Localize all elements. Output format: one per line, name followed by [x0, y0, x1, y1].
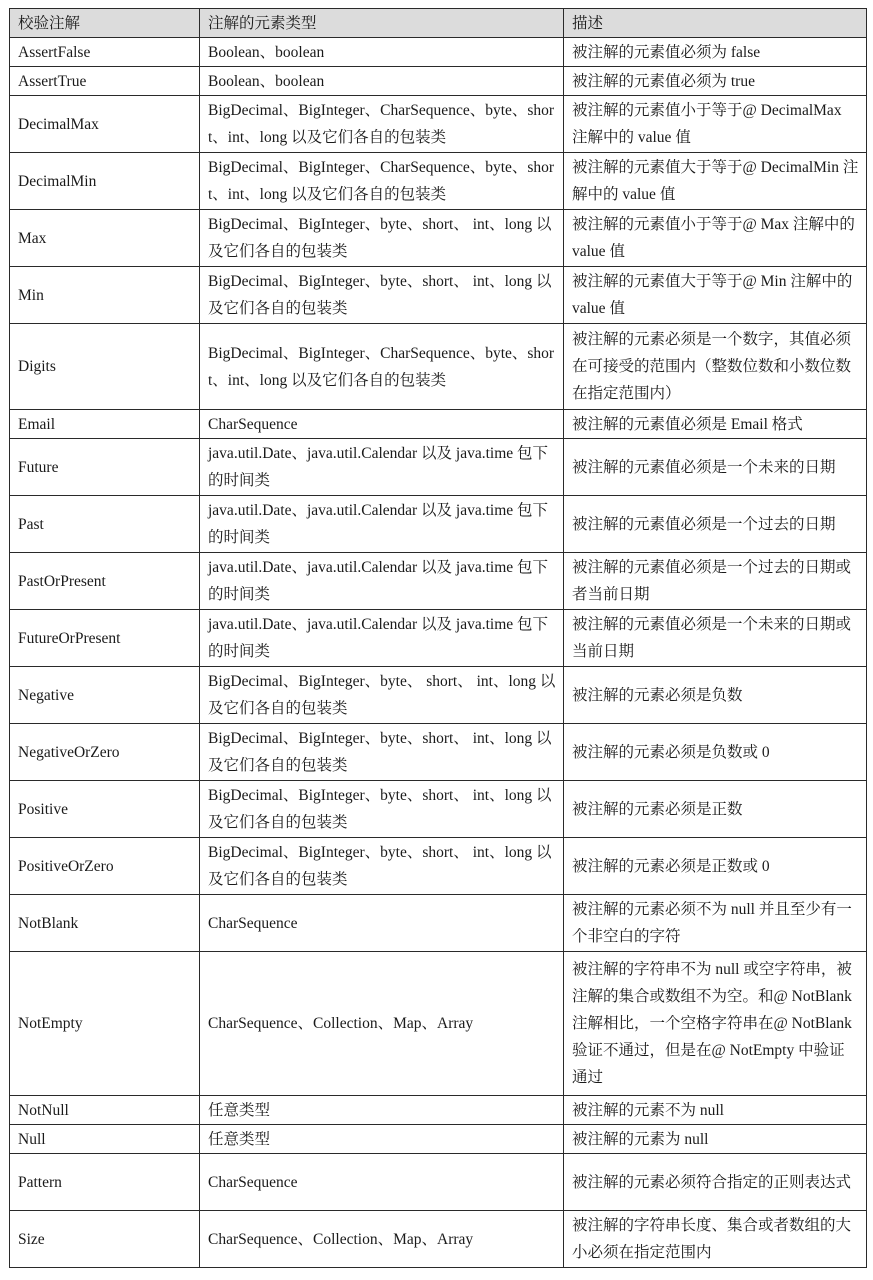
cell-element-type: Boolean、boolean	[200, 38, 564, 67]
cell-annotation: FutureOrPresent	[10, 610, 200, 667]
cell-annotation: PastOrPresent	[10, 553, 200, 610]
table-row	[10, 496, 867, 553]
cell-element-type: BigDecimal、BigInteger、CharSequence、byte、short、int、long 以及它们各自的包装类	[200, 96, 564, 153]
cell-description: 被注解的元素为 null	[564, 1125, 867, 1154]
cell-description: 被注解的元素值必须是 Email 格式	[564, 410, 867, 439]
cell-element-type: BigDecimal、BigInteger、byte、short、 int、long 以及它们各自的包装类	[200, 210, 564, 267]
cell-annotation: Positive	[10, 781, 200, 838]
table-row	[10, 267, 867, 324]
cell-description: 被注解的元素值必须为 false	[564, 38, 867, 67]
table-row	[10, 38, 867, 67]
cell-annotation: DecimalMax	[10, 96, 200, 153]
cell-annotation: NotNull	[10, 1096, 200, 1125]
table-row	[10, 724, 867, 781]
table-row	[10, 96, 867, 153]
table-row	[10, 67, 867, 96]
cell-element-type: BigDecimal、BigInteger、byte、short、 int、long 以及它们各自的包装类	[200, 838, 564, 895]
header-element-type: 注解的元素类型	[200, 9, 564, 38]
cell-element-type: CharSequence、Collection、Map、Array	[200, 1211, 564, 1268]
cell-description: 被注解的元素必须符合指定的正则表达式	[564, 1154, 867, 1211]
cell-element-type: BigDecimal、BigInteger、byte、 short、 int、long 以及它们各自的包装类	[200, 667, 564, 724]
cell-description: 被注解的字符串长度、集合或者数组的大小必须在指定范围内	[564, 1211, 867, 1268]
table-row	[10, 410, 867, 439]
cell-description: 被注解的元素必须是负数或 0	[564, 724, 867, 781]
table-row	[10, 1211, 867, 1268]
cell-element-type: CharSequence	[200, 1154, 564, 1211]
cell-annotation: Null	[10, 1125, 200, 1154]
cell-annotation: NotEmpty	[10, 952, 200, 1096]
cell-element-type: BigDecimal、BigInteger、byte、short、 int、long 以及它们各自的包装类	[200, 267, 564, 324]
cell-annotation: Max	[10, 210, 200, 267]
table-row	[10, 1125, 867, 1154]
cell-annotation: Negative	[10, 667, 200, 724]
cell-annotation: DecimalMin	[10, 153, 200, 210]
cell-description: 被注解的元素不为 null	[564, 1096, 867, 1125]
cell-annotation: Email	[10, 410, 200, 439]
table-row	[10, 895, 867, 952]
cell-description: 被注解的元素值必须是一个未来的日期	[564, 439, 867, 496]
cell-element-type: 任意类型	[200, 1125, 564, 1154]
table-row	[10, 1096, 867, 1125]
cell-annotation: NotBlank	[10, 895, 200, 952]
cell-element-type: 任意类型	[200, 1096, 564, 1125]
cell-element-type: java.util.Date、java.util.Calendar 以及 java.time 包下的时间类	[200, 496, 564, 553]
table-row	[10, 610, 867, 667]
annotation-table	[9, 8, 867, 1268]
cell-annotation: AssertTrue	[10, 67, 200, 96]
cell-element-type: CharSequence	[200, 895, 564, 952]
cell-description: 被注解的元素必须是负数	[564, 667, 867, 724]
table-row	[10, 1154, 867, 1211]
cell-element-type: java.util.Date、java.util.Calendar 以及 java.time 包下的时间类	[200, 439, 564, 496]
cell-annotation: Pattern	[10, 1154, 200, 1211]
table-row	[10, 210, 867, 267]
cell-element-type: BigDecimal、BigInteger、CharSequence、byte、short、int、long 以及它们各自的包装类	[200, 153, 564, 210]
cell-description: 被注解的字符串不为 null 或空字符串，被注解的集合或数组不为空。和@ NotBlank 注解相比，一个空格字符串在@ NotBlank 验证不通过，但是在@ NotEmpty 中验证通过	[564, 952, 867, 1096]
cell-annotation: Past	[10, 496, 200, 553]
cell-element-type: BigDecimal、BigInteger、CharSequence、byte、short、int、long 以及它们各自的包装类	[200, 324, 564, 410]
table-row	[10, 439, 867, 496]
cell-description: 被注解的元素必须不为 null 并且至少有一个非空白的字符	[564, 895, 867, 952]
cell-annotation: Min	[10, 267, 200, 324]
cell-element-type: java.util.Date、java.util.Calendar 以及 java.time 包下的时间类	[200, 553, 564, 610]
cell-element-type: java.util.Date、java.util.Calendar 以及 java.time 包下的时间类	[200, 610, 564, 667]
cell-description: 被注解的元素必须是正数	[564, 781, 867, 838]
table-row	[10, 667, 867, 724]
cell-annotation: Size	[10, 1211, 200, 1268]
cell-description: 被注解的元素必须是正数或 0	[564, 838, 867, 895]
header-annotation: 校验注解	[10, 9, 200, 38]
table-row	[10, 838, 867, 895]
table-row	[10, 781, 867, 838]
cell-description: 被注解的元素值小于等于@ DecimalMax 注解中的 value 值	[564, 96, 867, 153]
cell-element-type: CharSequence	[200, 410, 564, 439]
cell-element-type: BigDecimal、BigInteger、byte、short、 int、long 以及它们各自的包装类	[200, 724, 564, 781]
cell-description: 被注解的元素值大于等于@ Min 注解中的 value 值	[564, 267, 867, 324]
cell-annotation: AssertFalse	[10, 38, 200, 67]
header-description: 描述	[564, 9, 867, 38]
cell-description: 被注解的元素值必须是一个过去的日期或者当前日期	[564, 553, 867, 610]
table-header	[10, 9, 867, 38]
cell-description: 被注解的元素值必须为 true	[564, 67, 867, 96]
cell-annotation: NegativeOrZero	[10, 724, 200, 781]
cell-description: 被注解的元素值大于等于@ DecimalMin 注解中的 value 值	[564, 153, 867, 210]
cell-description: 被注解的元素必须是一个数字，其值必须在可接受的范围内（整数位数和小数位数在指定范围内）	[564, 324, 867, 410]
cell-element-type: CharSequence、Collection、Map、Array	[200, 952, 564, 1096]
cell-annotation: Future	[10, 439, 200, 496]
table-row	[10, 153, 867, 210]
table-row	[10, 553, 867, 610]
cell-element-type: BigDecimal、BigInteger、byte、short、 int、long 以及它们各自的包装类	[200, 781, 564, 838]
cell-description: 被注解的元素值小于等于@ Max 注解中的 value 值	[564, 210, 867, 267]
cell-annotation: PositiveOrZero	[10, 838, 200, 895]
table-row	[10, 952, 867, 1096]
cell-description: 被注解的元素值必须是一个过去的日期	[564, 496, 867, 553]
cell-description: 被注解的元素值必须是一个未来的日期或当前日期	[564, 610, 867, 667]
table-row	[10, 324, 867, 410]
table-body	[10, 38, 867, 1268]
header-row	[10, 9, 867, 38]
cell-element-type: Boolean、boolean	[200, 67, 564, 96]
cell-annotation: Digits	[10, 324, 200, 410]
